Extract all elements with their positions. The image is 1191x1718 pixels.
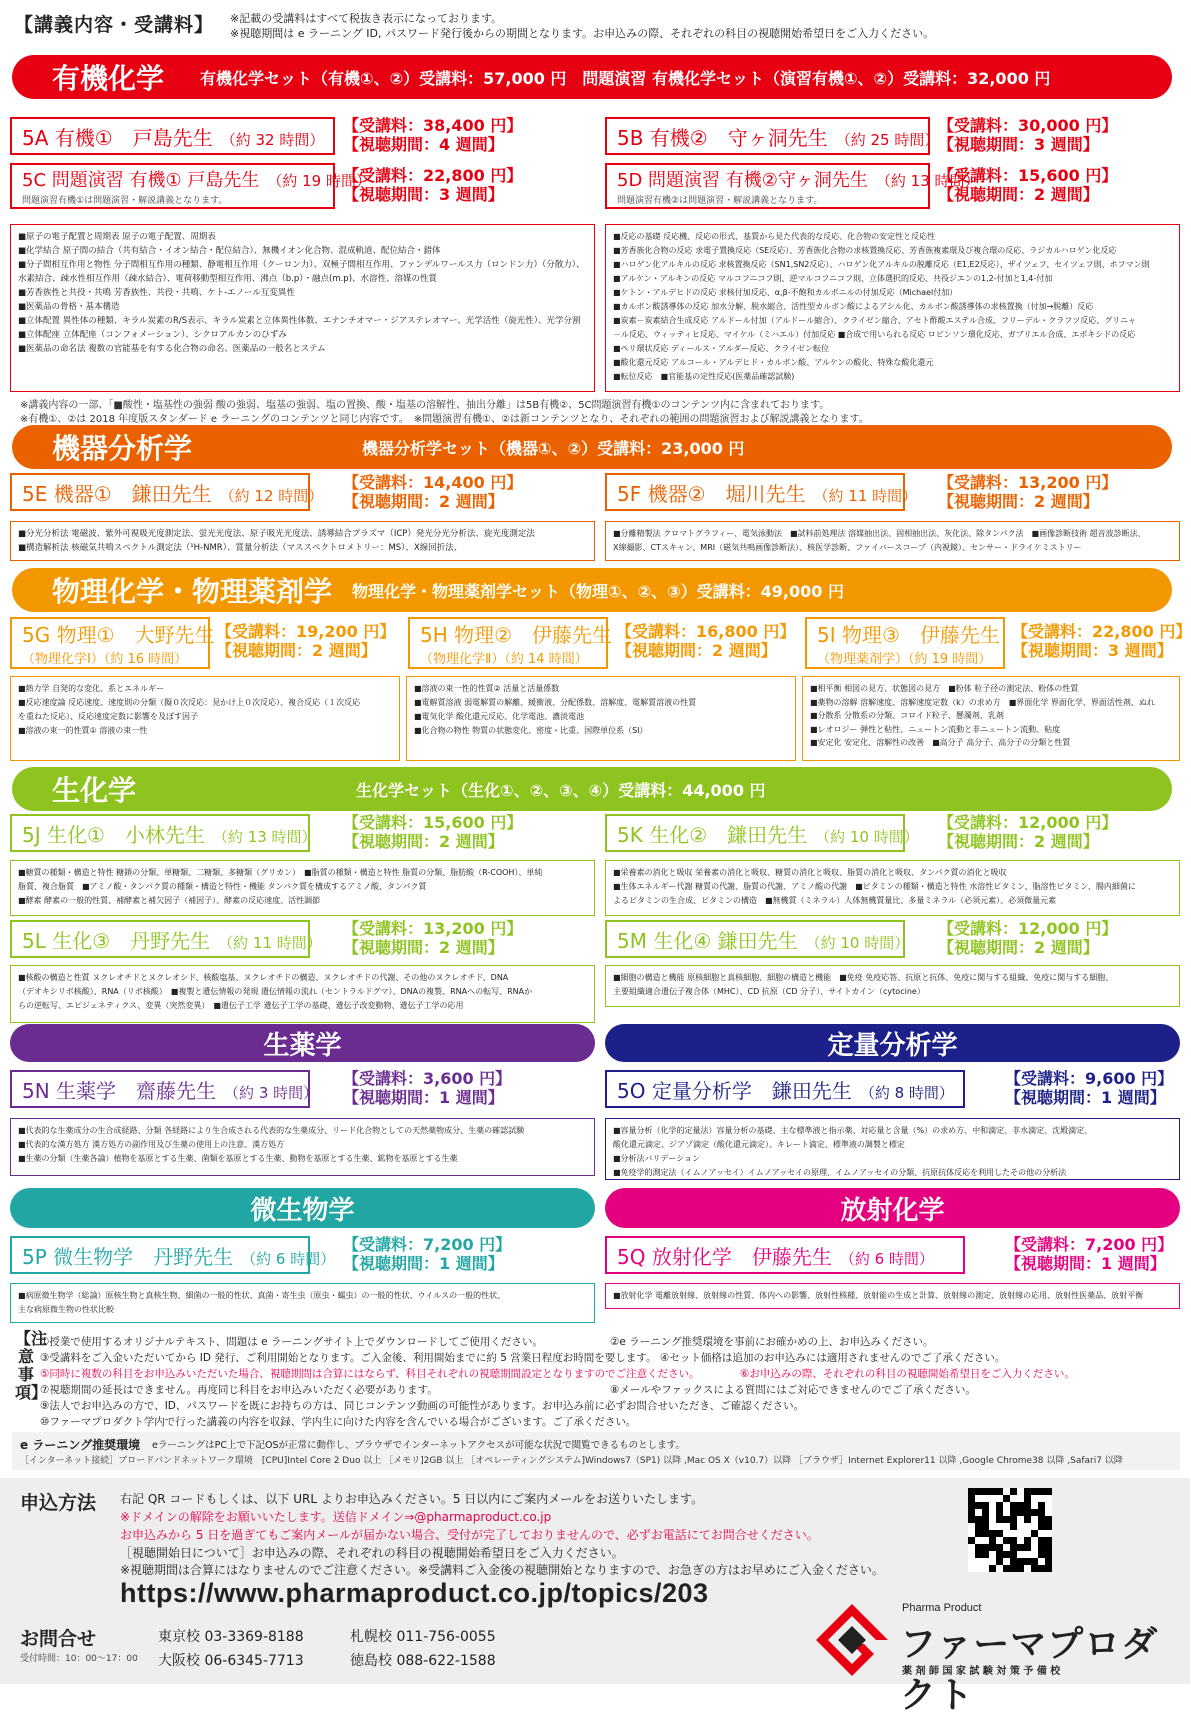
- course-5g-fee: 【受講料：19,200 円】 【視聴期間：2 週間】: [216, 622, 396, 660]
- course-5g: 5G 物理① 大野先生 （物理化学Ⅰ）（約 16 時間）: [10, 617, 210, 669]
- qr-code-icon[interactable]: [968, 1488, 1052, 1572]
- course-5m: 5M 生化④ 鎌田先生 （約 10 時間）: [605, 920, 905, 958]
- course-5c: 5C 問題演習 有機① 戸島先生 （約 19 時間） 問題演習有機①は問題演習・解説講義となります。: [10, 163, 335, 209]
- organic-syllabus-right: ■反応の基礎 反応機、反応の形式、基質から見た代表的な反応、化合物の安定性と反応性 ■芳香族化合物の反応 求電子置換反応（SE反応）、芳香族化合物の求核置換反応、芳香族複素環及び複合環の反応、ラジカルハロゲン化反応 ■ハロゲン化アルキルの反応 求核置換反応（SN1,SN2反応）、ハロゲン化アルキルの脱離反応（E1,E2反応）、ザイツェフ、セイツェフ則、ホフマン則 ■アルケン・アルキンの反応 マルコフニコフ則、逆マルコフニコフ則、立体選択的反応、共役ジエンの1,2-付加と1,4-付加 ■ケトン・アルデヒドの反応 求核付加反応、α,β-不飽和カルボニルの付加反応（Michael付加） ■カルボン酸誘導体の反応 加水分解、脱水縮合、活性型カルボン酸によるアシル化、カルボン酸誘導体の求核置換（付加→脱離）反応 ■炭素－炭素結合生成反応 アルドール付加（アルドール縮合）、クライゼン縮合、アセト酢酸エステル合成、フリーデル・クラフツ反応、グリニャ －ル反応、ウィッティヒ反応、マイケル（ミハエル）付加反応 ■合成で用いられる反応 ロビンソン環化反応、ガブリエル合成、エポキシドの反応 ■ペリ環状反応 ディールス・アルダー反応、クライゼン転位 ■酸化還元反応 アルコール・アルデヒド・カルボン酸、アルケンの酸化、特殊な酸化還元 ■転位反応 ■官能基の定性反応(医薬品確認試験): [605, 224, 1180, 392]
- course-5o-fee: 【受講料：9,600 円】 【視聴期間：1 週間】: [1005, 1069, 1174, 1107]
- contact-title: お問合せ: [20, 1628, 97, 1650]
- course-5q-fee: 【受講料：7,200 円】 【視聴期間：1 週間】: [1005, 1235, 1174, 1273]
- pharmacognosy-band: 生薬学: [10, 1024, 595, 1062]
- quant-syllabus: ■容量分析（化学的定量法）容量分析の基礎、主な標準液と指示薬、対応量と含量（%）の求め方、中和滴定、非水滴定、沈殿滴定、 酸化還元滴定、ジアゾ滴定（酸化還元滴定）、キレート滴定、標準液の調製と標定 ■分析法バリデーション ■免疫学的測定法（イムノアッセイ）イムノアッセイの原理、イムノアッセイの分類、抗原抗体反応を利用したその他の分析法: [605, 1118, 1180, 1180]
- apply-line-1: 右記 QR コードもしくは、以下 URL よりお申込みください。5 日以内にご案内メールをお送りいたします。: [120, 1492, 704, 1506]
- course-5a: 5A 有機① 戸島先生 （約 32 時間）: [10, 117, 335, 155]
- pharma-product-logo: [812, 1600, 1182, 1716]
- course-5n: 5N 生薬学 齋藤先生 （約 3 時間）: [10, 1070, 310, 1108]
- apply-line-3: お申込みから 5 日を過ぎてもご案内メールが届かない場合、受付が完了しておりませんので、必ずお電話にてお問合せください。: [120, 1528, 819, 1542]
- contact-hours: 受付時間：10：00～17：00: [20, 1654, 138, 1664]
- biochem-set-price: 生化学セット（生化①、②、③、④）受講料：44,000 円: [356, 780, 766, 800]
- instrumental-syllabus-right: ■分離精製法 クロマトグラフィー、電気泳動法 ■試料前処理法 溶媒抽出法、固相抽出法、灰化法、除タンパク法 ■画像診断技術 超音波診断法、 X線撮影、CTスキャン、MRI（磁気共鳴画像診断法）、核医学診断、ファイバースコープ（内視鏡）、センサー・ドライケミストリー: [605, 521, 1180, 561]
- biochem-syllabus-5l: ■核酸の構造と性質 ヌクレオチドとヌクレオシド、核酸塩基、ヌクレオチドの構造、ヌクレオチドの代謝、その他のヌクレオチド、DNA （デオキシリボ核酸）、RNA（リボ核酸） ■複製と遺伝情報の発現 遺伝情報の流れ（セントラルドグマ）、DNAの複製、RNAへの転写、RNAか らの逆転写、エピジェネティクス、変異（突然変異） ■遺伝子工学 遺伝子工学の基礎、遺伝子改変動物、遺伝子工学の応用: [10, 965, 595, 1023]
- course-5j: 5J 生化① 小林先生 （約 13 時間）: [10, 814, 310, 852]
- physical-syllabus-1: ■熱力学 自発的な変化、系とエネルギー ■反応速度論 反応速度、速度則の分類（擬０次反応：見かけ上０次反応）、複合反応（１次反応 を重ねた反応）、反応速度定数に影響を及ぼす因子 ■溶液の束一的性質① 溶液の束一性: [10, 676, 400, 761]
- course-5d-fee: 【受講料：15,600 円】 【視聴期間：2 週間】: [938, 166, 1118, 204]
- course-5c-fee: 【受講料：22,800 円】 【視聴期間：3 週間】: [343, 166, 523, 204]
- tax-note: ※記載の受講料はすべて税抜き表示になっております。: [230, 12, 503, 25]
- physical-syllabus-2: ■溶液の束一性的性質② 活量と活量係数 ■電解質溶液 弱電解質の解離、緩衝液、分配係数、溶解度、電解質溶液の性質 ■電気化学 酸化還元反応、化学電池、濃淡電池 ■化合物の物性 物質の状態変化、密度・比重、国際単位系（SI）: [406, 676, 796, 761]
- biochem-title: 生化学: [52, 774, 137, 807]
- instrumental-title: 機器分析学: [52, 432, 193, 465]
- course-5e-fee: 【受講料：14,400 円】 【視聴期間：2 週間】: [343, 473, 523, 511]
- course-5p-fee: 【受講料：7,200 円】 【視聴期間：1 週間】: [343, 1235, 512, 1273]
- course-5l: 5L 生化③ 丹野先生 （約 11 時間）: [10, 920, 310, 958]
- course-5h: 5H 物理② 伊藤先生 （物理化学Ⅱ）（約 14 時間）: [408, 617, 608, 669]
- course-5n-fee: 【受講料：3,600 円】 【視聴期間：1 週間】: [343, 1069, 512, 1107]
- contact-tokushima: 徳島校 088-622-1588: [350, 1653, 496, 1669]
- organic-band: [12, 55, 1172, 99]
- notes-label: 【注意事項】: [15, 1329, 48, 1402]
- course-5b-fee: 【受講料：30,000 円】 【視聴期間：3 週間】: [938, 116, 1118, 154]
- organic-note-1: ※講義内容の一部、「■酸性・塩基性の強弱 酸の強弱、塩基の強弱、塩の置換、酸・塩基の溶解性、抽出分離」は5B有機②、5C問題演習有機①のコンテンツ内に含まれております。: [20, 400, 830, 411]
- env-title: e ラーニング推奨環境: [20, 1438, 141, 1452]
- quant-band: 定量分析学: [605, 1024, 1180, 1062]
- physical-title: 物理化学・物理薬剤学: [52, 575, 333, 608]
- course-5i-fee: 【受講料：22,800 円】 【視聴期間：3 週間】: [1012, 622, 1191, 660]
- course-5l-fee: 【受講料：13,200 円】 【視聴期間：2 週間】: [343, 919, 523, 957]
- course-5q: 5Q 放射化学 伊藤先生 （約 6 時間）: [605, 1236, 965, 1274]
- physical-band: [12, 568, 1172, 612]
- course-5h-fee: 【受講料：16,800 円】 【視聴期間：2 週間】: [616, 622, 796, 660]
- period-note: ※視聴期間は e ラーニング ID, パスワード発行後からの期間となります。お申込みの際、それぞれの科目の視聴開始希望日をご入力ください。: [230, 27, 935, 40]
- instrumental-syllabus-left: ■分光分析法 電磁波、紫外可視吸光度測定法、蛍光光度法、原子吸光光度法、誘導結合プラズマ（ICP）発光分光分析法、旋光度測定法 ■構造解析法 核磁気共鳴スペクトル測定法（¹H-NMR）、質量分析法（マススペクトロメトリー：MS）、X線回折法、: [10, 521, 595, 561]
- course-5d: 5D 問題演習 有機②守ヶ洞先生 （約 13 時間） 問題演習有機②は問題演習・解説講義となります。: [605, 163, 930, 209]
- logo-name: ファーマプロダクト: [900, 1624, 1159, 1716]
- organic-syllabus-left: ■原子の電子配置と周期表 原子の電子配置、周期表 ■化学結合 原子間の結合（共有結合・イオン結合・配位結合）、無機イオン化合物、混成軌道、配位結合・錯体 ■分子間相互作用と物性 分子間相互作用の種類、静電相互作用（クーロン力）、双極子間相互作用、ファンデルワールス力（ロンドン力）（分散力）、 水素結合、疎水性相互作用（疎水結合）、電荷移動型相互作用、沸点（b.p）・融点(m.p)、水溶性、溶媒の性質 ■芳香族性と共役・共鳴 芳香族性、共役・共鳴、ケト-エノール互変異性 ■医薬品の骨格・基本構造 ■立体配置 異性体の種類、キラル炭素のR/S表示、キラル炭素と立体異性体数、エナンチオマー・ジアステレオマー、光学活性（旋光性）、光学分割 ■立体配座 立体配座（コンフォメーション）、シクロアルカンのひずみ ■医薬品の命名法 複数の官能基を有する化合物の命名、医薬品の一般名とステム: [10, 224, 595, 392]
- notes-list: ①授業で使用するオリジナルテキスト、問題は e ラーニングサイト上でダウンロードしてご使用ください。 ②e ラーニング推奨環境を事前にお確かめの上、お申込みください。 ③受講料をご入金いただいてから ID 発行、ご利用開始となります。ご入金後、利用開始までに約 5 営業日程度お時間を要します。 ④セット価格は追加のお申込みには適用されませんのでご了承ください。 ⑤同時に複数の科目をお申込みいただいた場合、視聴期間は合算にはならず、科目それぞれの視聴期間設定となりますのでご注意ください。 ⑥お申込みの際、それぞれの科目の視聴開始希望日をご入力ください。 ⑦視聴期間の延長はできません。再度同じ科目をお申込みいただく必要があります。 ⑧メールやファックスによる質問にはご対応できませんのでご了承ください。 ⑨法人でお申込みの方で、ID、パスワードを既にお持ちの方は、同じコンテンツ動画の可能性があります。お申込み前に必ずお問合せいただき、ご確認ください。 ⑩ファーマプロダクト学内で行った講義の内容を収録、学内生に向けた内容を含んでいる場合がございます。ご了承ください。: [40, 1336, 1075, 1428]
- microbiology-syllabus: ■病原微生物学（総論）原核生物と真核生物、細菌の一般的性状、真菌・寄生虫（原虫・蠕虫）の一般的性状、ウイルスの一般的性状、 主な病原微生物の性状比較: [10, 1283, 595, 1323]
- apply-title: 申込方法: [20, 1492, 97, 1514]
- apply-line-5: ※視聴期間は合算にはなりませんのでご注意ください。※受講料ご入金後の視聴開始となりますので、お急ぎの方はお早めにご入金ください。: [120, 1563, 884, 1577]
- logo-mark-icon: [812, 1600, 892, 1676]
- biochem-syllabus-5m: ■細胞の構造と機能 原核細胞と真核細胞、細胞の構造と機能 ■免疫 免疫応答、抗原と抗体、免疫に関与する組織、免疫に関与する細胞、 主要組織適合遺伝子複合体（MHC）、CD 抗原（CD 分子）、サイトカイン（cytocine）: [605, 965, 1180, 1007]
- physical-set-price: 物理化学・物理薬剤学セット（物理①、②、③）受講料：49,000 円: [352, 581, 844, 601]
- instrumental-set-price: 機器分析学セット（機器①、②）受講料：23,000 円: [362, 438, 745, 458]
- pharmacognosy-syllabus: ■代表的な生薬成分の生合成経路、分類 各経路により生合成される代表的な生薬成分、リード化合物としての天然薬物成分、生薬の確認試験 ■代表的な漢方処方 漢方処方の副作用及び生薬の使用上の注意、漢方処方 ■生薬の分類（生薬各論）植物を基原とする生薬、菌類を基原とする生薬、動物を基原とする生薬、鉱物を基原とする生薬: [10, 1118, 595, 1176]
- env-description: eラーニングはPC上で下記OSが正常に動作し、ブラウザでインターネットアクセスが可能な状況で閲覧できるものとします。: [152, 1440, 685, 1451]
- microbiology-band: 微生物学: [10, 1188, 595, 1228]
- logo-tagline: 薬 剤 師 国 家 試 験 対 策 予 備 校: [902, 1666, 1061, 1677]
- organic-note-2: ※有機①、②は 2018 年度版スタンダード e ラーニングのコンテンツと同じ内容です。 ※問題演習有機①、②は新コンテンツとなり、それぞれの範囲の問題演習および解説講義となります。: [20, 414, 869, 425]
- physical-syllabus-3: ■相平衡 相図の見方、状態図の見方 ■粉体 粒子径の測定法、粉体の性質 ■薬物の溶解 溶解速度、溶解速度定数（k）の求め方 ■界面化学 界面化学、界面活性剤、ぬれ ■分散系 分散系の分類、コロイド粒子、懸濁剤、乳剤 ■レオロジー 弾性と粘性、ニュートン流動と非ニュートン流動、粘度 ■安定化 安定化、溶解性の改善 ■高分子 高分子、高分子の分類と性質: [802, 676, 1180, 761]
- course-5i: 5I 物理③ 伊藤先生 （物理薬剤学）（約 19 時間）: [805, 617, 1005, 669]
- instrumental-band: [12, 425, 1172, 469]
- contact-tokyo: 東京校 03-3369-8188: [158, 1629, 304, 1645]
- logo-small-text: Pharma Product: [902, 1602, 982, 1614]
- biochem-syllabus-5j: ■糖質の種類・構造と特性 糖鎖の分類、単糖類、二糖類、多糖類（グリカン） ■脂質の種類・構造と特性 脂質の分類、脂肪酸（R-COOH）、単純 脂質、複合脂質 ■アミノ酸・タンパク質の種類・構造と特性・機能 タンパク質を構成するアミノ酸、タンパク質 ■酵素 酵素の一般的性質、補酵素と補欠因子（補因子）、酵素の反応速度、活性調節: [10, 860, 595, 916]
- course-5b: 5B 有機② 守ヶ洞先生 （約 25 時間）: [605, 117, 930, 155]
- page-title: 【講義内容・受講料】: [14, 14, 215, 36]
- radiochemistry-band: 放射化学: [605, 1188, 1180, 1228]
- course-5a-fee: 【受講料：38,400 円】 【視聴期間：4 週間】: [343, 116, 523, 154]
- biochem-syllabus-5k: ■栄養素の消化と吸収 栄養素の消化と吸収、糖質の消化と吸収、脂質の消化と吸収、タンパク質の消化と吸収 ■生体エネルギー代謝 糖質の代謝、脂質の代謝、アミノ酸の代謝 ■ビタミンの種類・構造と特性 水溶性ビタミン、脂溶性ビタミン、腸内細菌に よるビタミンの生合成、ビタミンの構造 ■無機質（ミネラル）人体無機質量比、多量ミネラル（必須元素）、必須微量元素: [605, 860, 1180, 916]
- contact-osaka: 大阪校 06-6345-7713: [158, 1653, 304, 1669]
- radiochemistry-syllabus: ■放射化学 電離放射線、放射線の性質、体内への影響、放射性核種、放射能の生成と計算、放射線の測定、放射線の応用、放射性医薬品、放射平衡: [605, 1283, 1180, 1309]
- course-5k-fee: 【受講料：12,000 円】 【視聴期間：2 週間】: [938, 813, 1118, 851]
- organic-set-price: 有機化学セット（有機①、②）受講料：57,000 円 問題演習 有機化学セット（演習有機①、②）受講料：32,000 円: [200, 68, 1051, 88]
- course-5f: 5F 機器② 堀川先生 （約 11 時間）: [605, 473, 905, 511]
- apply-line-2: ※ドメインの解除をお願いいたします。送信ドメイン⇒@pharmaproduct.co.jp: [120, 1510, 552, 1524]
- apply-line-4: ［視聴開始日について］お申込みの際、それぞれの科目の視聴開始希望日をご入力ください。: [120, 1546, 624, 1560]
- course-5f-fee: 【受講料：13,200 円】 【視聴期間：2 週間】: [938, 473, 1118, 511]
- biochem-band: [12, 767, 1172, 811]
- contact-sapporo: 札幌校 011-756-0055: [350, 1629, 496, 1645]
- course-5j-fee: 【受講料：15,600 円】 【視聴期間：2 週間】: [343, 813, 523, 851]
- course-5p: 5P 微生物学 丹野先生 （約 6 時間）: [10, 1236, 310, 1274]
- apply-url-link[interactable]: https://www.pharmaproduct.co.jp/topics/203: [120, 1578, 709, 1608]
- env-requirements: ［インターネット接続］ブロードバンドネットワーク環境 [CPU]Intel Core 2 Duo 以上 ［メモリ]2GB 以上 ［オペレーティングシステム]Windows7（SP1) 以降 ,Mac OS X（v10.7）以降 ［ブラウザ］Internet Explorer11 以降 ,Google Chrome38 以降 ,Safari7 以降: [20, 1456, 1123, 1466]
- course-5k: 5K 生化② 鎌田先生 （約 10 時間）: [605, 814, 905, 852]
- organic-title: 有機化学: [52, 62, 165, 95]
- course-5m-fee: 【受講料：12,000 円】 【視聴期間：2 週間】: [938, 919, 1118, 957]
- course-5e: 5E 機器① 鎌田先生 （約 12 時間）: [10, 473, 310, 511]
- course-5o: 5O 定量分析学 鎌田先生 （約 8 時間）: [605, 1070, 965, 1108]
